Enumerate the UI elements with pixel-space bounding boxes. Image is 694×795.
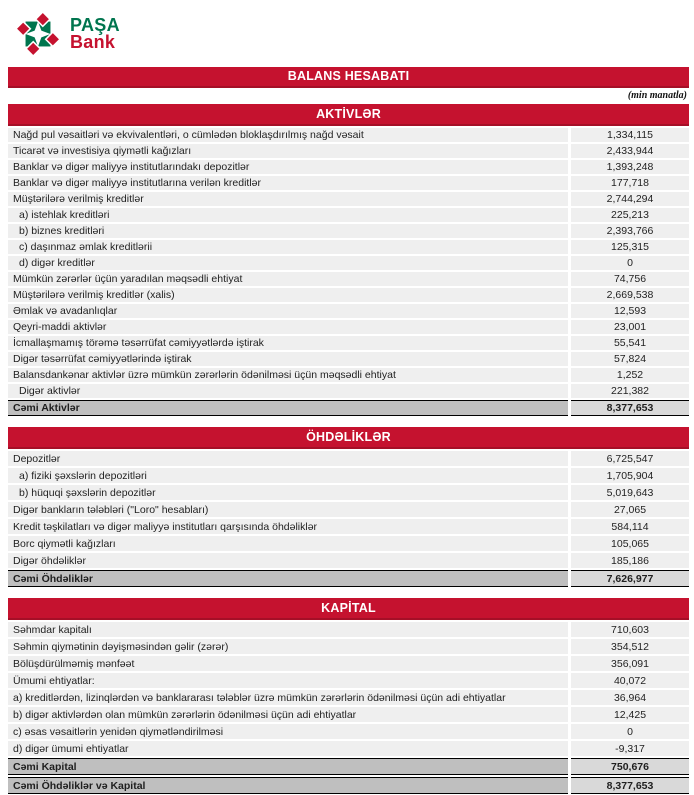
- table-row: [8, 673, 689, 688]
- table-row: [8, 160, 689, 174]
- row-label: b) hüquqi şəxslərin depozitlər: [8, 485, 568, 500]
- row-label: Banklar və digər maliyyə institutlarına verilən kreditlər: [8, 176, 568, 190]
- row-label: Mümkün zərərlər üçün yaradılan məqsədli ehtiyat: [8, 272, 568, 286]
- row-value: 1,705,904: [571, 468, 689, 483]
- row-label: Səhmin qiymətinin dəyişməsindən gəlir (zərər): [8, 639, 568, 654]
- row-label: Cəmi Öhdəliklər və Kapital: [8, 777, 568, 794]
- row-value: 6,725,547: [571, 451, 689, 466]
- assets-table: [8, 128, 689, 416]
- table-row: [8, 656, 689, 671]
- table-row: [8, 240, 689, 254]
- bank-logo: [0, 0, 694, 64]
- table-row: [8, 288, 689, 302]
- table-row: [8, 485, 689, 500]
- bank-name: [70, 17, 120, 50]
- row-label: c) əsas vəsaitlərin yenidən qiymətləndirilməsi: [8, 724, 568, 739]
- row-value: 36,964: [571, 690, 689, 705]
- table-row: [8, 352, 689, 366]
- row-value: 710,603: [571, 622, 689, 637]
- row-value: 2,669,538: [571, 288, 689, 302]
- row-label: Cəmi Aktivlər: [8, 400, 568, 416]
- row-value: 221,382: [571, 384, 689, 398]
- row-value: 74,756: [571, 272, 689, 286]
- total-row: [8, 777, 689, 794]
- bank-name-line2: Bank: [70, 32, 116, 52]
- table-row: [8, 128, 689, 142]
- row-value: 750,676: [571, 758, 689, 775]
- report-title: BALANS HESABATI: [8, 67, 689, 88]
- table-row: [8, 208, 689, 222]
- row-value: 225,213: [571, 208, 689, 222]
- row-label: d) digər ümumi ehtiyatlar: [8, 741, 568, 756]
- table-row: [8, 144, 689, 158]
- row-value: 40,072: [571, 673, 689, 688]
- section-liabilities: [8, 427, 689, 587]
- row-value: 12,425: [571, 707, 689, 722]
- table-row: [8, 176, 689, 190]
- table-row: [8, 690, 689, 705]
- table-row: [8, 192, 689, 206]
- section-capital: [8, 598, 689, 794]
- row-value: 2,433,944: [571, 144, 689, 158]
- row-label: a) kreditlərdən, lizinqlərdən və banklararası tələblər üzrə mümkün zərərlərin ödənilməsi üçün adi ehtiyatlar: [8, 690, 568, 705]
- row-value: 8,377,653: [571, 400, 689, 416]
- table-row: [8, 384, 689, 398]
- report-content: [8, 67, 689, 794]
- table-row: [8, 519, 689, 534]
- row-label: Borc qiymətli kağızları: [8, 536, 568, 551]
- row-label: Digər təsərrüfat cəmiyyətlərində iştirak: [8, 352, 568, 366]
- row-value: 0: [571, 724, 689, 739]
- row-value: 584,114: [571, 519, 689, 534]
- row-value: 7,626,977: [571, 570, 689, 587]
- row-value: 23,001: [571, 320, 689, 334]
- table-row: [8, 272, 689, 286]
- section-header-capital: KAPİTAL: [8, 598, 689, 620]
- row-value: 1,393,248: [571, 160, 689, 174]
- row-label: Cəmi Kapital: [8, 758, 568, 775]
- row-value: 2,744,294: [571, 192, 689, 206]
- row-label: Banklar və digər maliyyə institutlarındakı depozitlər: [8, 160, 568, 174]
- row-value: 125,315: [571, 240, 689, 254]
- capital-table: [8, 622, 689, 794]
- row-value: 57,824: [571, 352, 689, 366]
- row-value: 1,252: [571, 368, 689, 382]
- row-label: Balansdankənar aktivlər üzrə mümkün zərərlərin ödənilməsi üçün məqsədli ehtiyat: [8, 368, 568, 382]
- row-label: b) biznes kreditləri: [8, 224, 568, 238]
- total-row: [8, 570, 689, 587]
- table-row: [8, 536, 689, 551]
- row-label: Qeyri-maddi aktivlər: [8, 320, 568, 334]
- row-label: İcmallaşmamış törəmə təsərrüfat cəmiyyətlərdə iştirak: [8, 336, 568, 350]
- row-label: a) istehlak kreditləri: [8, 208, 568, 222]
- table-row: [8, 724, 689, 739]
- table-row: [8, 336, 689, 350]
- row-value: 105,065: [571, 536, 689, 551]
- row-label: a) fiziki şəxslərin depozitləri: [8, 468, 568, 483]
- bank-name-line1: PAŞA: [70, 15, 120, 36]
- row-label: Nağd pul vəsaitləri və ekvivalentləri, o cümlədən bloklaşdırılmış nağd vəsait: [8, 128, 568, 142]
- row-value: 27,065: [571, 502, 689, 517]
- table-row: [8, 468, 689, 483]
- unit-note: (min manatla): [627, 90, 687, 101]
- row-label: Əmlak və avadanlıqlar: [8, 304, 568, 318]
- table-row: [8, 622, 689, 637]
- table-row: [8, 256, 689, 270]
- table-row: [8, 553, 689, 568]
- row-value: 1,334,115: [571, 128, 689, 142]
- row-label: Bölüşdürülməmiş mənfəət: [8, 656, 568, 671]
- row-label: c) daşınmaz əmlak kreditlərii: [8, 240, 568, 254]
- row-value: 185,186: [571, 553, 689, 568]
- total-row: [8, 400, 689, 416]
- table-row: [8, 502, 689, 517]
- table-row: [8, 741, 689, 756]
- row-label: Ümumi ehtiyatlar:: [8, 673, 568, 688]
- row-label: Ticarət və investisiya qiymətli kağızları: [8, 144, 568, 158]
- row-label: Digər öhdəliklər: [8, 553, 568, 568]
- row-value: 55,541: [571, 336, 689, 350]
- row-value: 356,091: [571, 656, 689, 671]
- row-label: Kredit təşkilatları və digər maliyyə institutları qarşısında öhdəliklər: [8, 519, 568, 534]
- row-label: b) digər aktivlərdən olan mümkün zərərlərin ödənilməsi üçün adi ehtiyatlar: [8, 707, 568, 722]
- row-value: -9,317: [571, 741, 689, 756]
- table-row: [8, 368, 689, 382]
- row-label: d) digər kreditlər: [8, 256, 568, 270]
- table-row: [8, 224, 689, 238]
- row-label: Digər aktivlər: [8, 384, 568, 398]
- row-value: 354,512: [571, 639, 689, 654]
- total-row: [8, 758, 689, 775]
- row-value: 5,019,643: [571, 485, 689, 500]
- section-assets: [8, 104, 689, 416]
- section-header-assets: AKTİVLƏR: [8, 104, 689, 126]
- row-label: Cəmi Öhdəliklər: [8, 570, 568, 587]
- liabilities-table: [8, 451, 689, 587]
- section-header-liabilities: ÖHDƏLİKLƏR: [8, 427, 689, 449]
- row-value: 0: [571, 256, 689, 270]
- table-row: [8, 707, 689, 722]
- row-label: Depozitlər: [8, 451, 568, 466]
- row-value: 2,393,766: [571, 224, 689, 238]
- row-value: 177,718: [571, 176, 689, 190]
- row-label: Müştərilərə verilmiş kreditlər: [8, 192, 568, 206]
- table-row: [8, 320, 689, 334]
- table-row: [8, 451, 689, 466]
- row-value: 8,377,653: [571, 777, 689, 794]
- row-label: Digər bankların tələbləri ("Loro" hesabları): [8, 502, 568, 517]
- row-label: Müştərilərə verilmiş kreditlər (xalis): [8, 288, 568, 302]
- row-value: 12,593: [571, 304, 689, 318]
- row-label: Səhmdar kapitalı: [8, 622, 568, 637]
- table-row: [8, 639, 689, 654]
- pasha-bank-logo-icon: [15, 11, 61, 57]
- table-row: [8, 304, 689, 318]
